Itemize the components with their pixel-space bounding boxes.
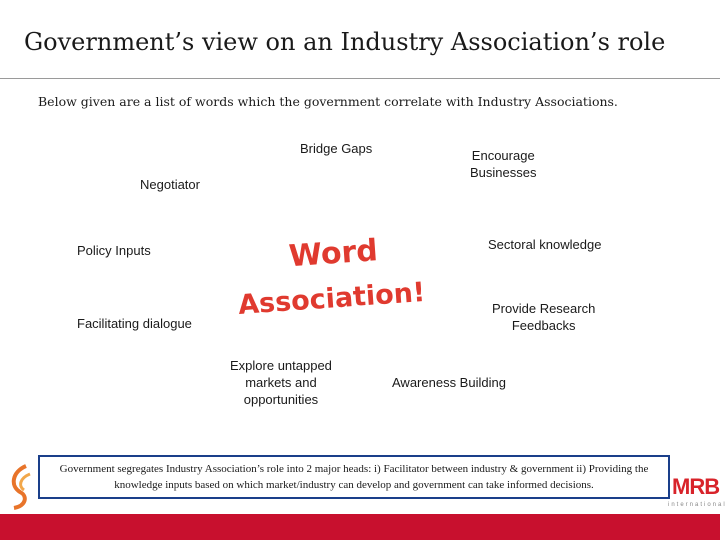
word-policy-inputs xyxy=(77,242,151,259)
word-text: Businesses xyxy=(470,165,537,180)
graphic-word-line: Word xyxy=(287,233,379,275)
word-text: Explore untapped xyxy=(230,358,332,373)
word-text: Encourage xyxy=(471,148,535,163)
graphic-association-line: Association! xyxy=(237,276,427,321)
bottom-accent-bar xyxy=(0,514,720,540)
word-text: Feedbacks xyxy=(511,318,576,333)
word-text: Negotiator xyxy=(140,177,200,192)
subtitle: Below given are a list of words which the government correlate with Industry Associations. xyxy=(38,94,618,109)
title-divider xyxy=(0,78,720,79)
word-text: opportunities xyxy=(243,392,319,407)
word-text: Provide Research xyxy=(492,301,596,316)
word-text: Facilitating dialogue xyxy=(77,316,192,331)
word-text: Policy Inputs xyxy=(77,243,151,258)
word-provide-research xyxy=(492,300,595,334)
word-association-graphic xyxy=(232,225,442,321)
word-explore-markets xyxy=(230,357,332,408)
word-text: Awareness Building xyxy=(392,375,506,390)
word-encourage-businesses xyxy=(470,147,536,181)
brand-subtitle: international xyxy=(668,502,727,508)
brand-logo: MRB xyxy=(672,474,720,499)
word-text: markets and xyxy=(245,375,317,390)
word-awareness-building xyxy=(392,374,506,391)
word-bridge-gaps xyxy=(300,140,372,157)
word-facilitating-dialogue xyxy=(77,315,192,332)
swirl-logo-icon xyxy=(6,462,36,510)
word-sectoral-knowledge xyxy=(488,236,601,253)
word-text: Bridge Gaps xyxy=(300,141,373,156)
summary-note-text: Government segregates Industry Association’s role into 2 major heads: i) Facilitator between industry & government ii) Providing the knowledge inputs based on which market/industry can develop and government can take informed decisions. xyxy=(59,463,649,491)
summary-note-box xyxy=(38,455,670,499)
word-negotiator xyxy=(140,176,200,193)
word-text: Sectoral knowledge xyxy=(488,237,602,252)
page-title: Government’s view on an Industry Association’s role xyxy=(24,28,666,56)
